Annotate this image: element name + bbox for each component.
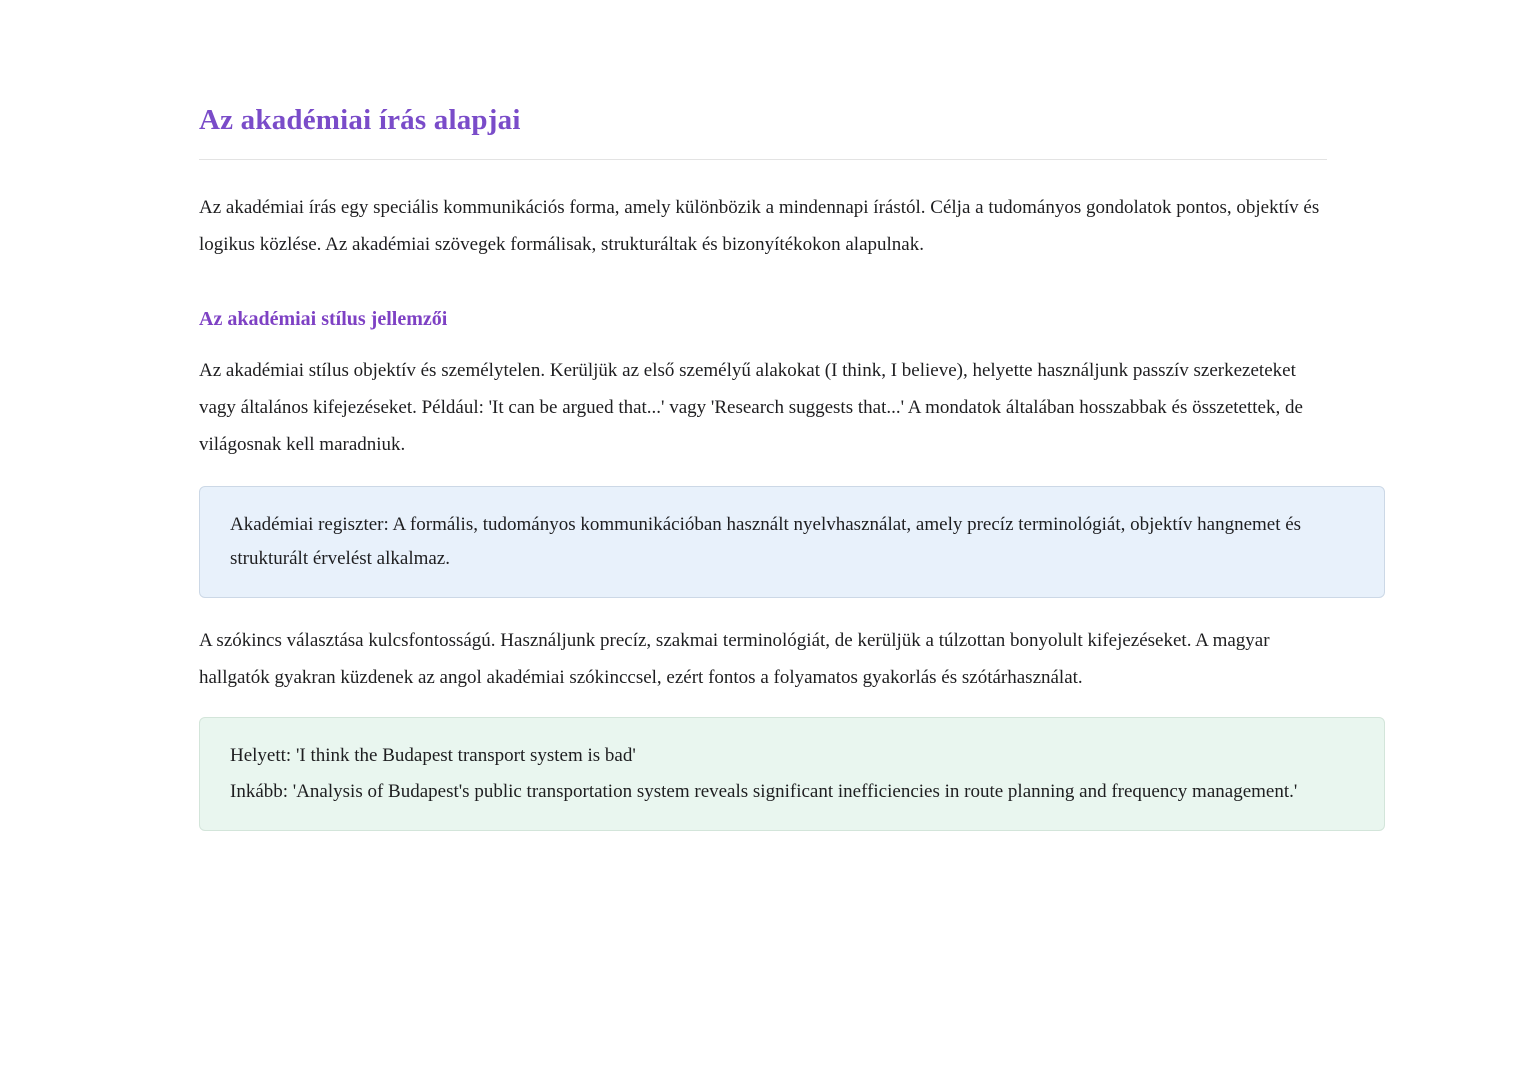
example-line-inkabb: Inkább: 'Analysis of Budapest's public transportation system reveals significant inefficiencies in route planning and frequency management.'	[230, 781, 1298, 802]
paragraph-vocabulary: A szókincs választása kulcsfontosságú. Használjunk precíz, szakmai terminológiát, de kerüljük a túlzottan bonyolult kifejezéseket. A magyar hallgatók gyakran küzdenek az angol akadémiai szókinccsel, ezért fontos a folyamatos gyakorlás és szótárhasználat.	[199, 630, 1270, 688]
title-divider	[199, 159, 1327, 160]
paragraph-intro: Az akadémiai írás egy speciális kommunikációs forma, amely különbözik a mindennapi írástól. Célja a tudományos gondolatok pontos, objektív és logikus közlése. Az akadémiai szövegek formálisak, strukturáltak és bizonyítékokon alapulnak.	[199, 197, 1320, 255]
definition-callout	[199, 486, 1385, 598]
definition-text: Akadémiai regiszter: A formális, tudományos kommunikációban használt nyelvhasználat, amely precíz terminológiát, objektív hangnemet és strukturált érvelést alkalmaz.	[230, 514, 1302, 569]
example-callout	[199, 717, 1385, 831]
paragraph-style: Az akadémiai stílus objektív és személytelen. Kerüljük az első személyű alakokat (I think, I believe), helyette használjunk passzív szerkezeteket vagy általános kifejezéseket. Például: 'It can be argued that...' vagy 'Research suggests that...' A mondatok általában hosszabbak és összetettek, de világosnak kell maradniuk.	[199, 360, 1303, 455]
example-line-helyett: Helyett: 'I think the Budapest transport system is bad'	[230, 745, 636, 766]
document-content	[199, 0, 1385, 831]
section-subheading: Az akadémiai stílus jellemzői	[199, 308, 448, 330]
page-title: Az akadémiai írás alapjai	[199, 104, 521, 136]
